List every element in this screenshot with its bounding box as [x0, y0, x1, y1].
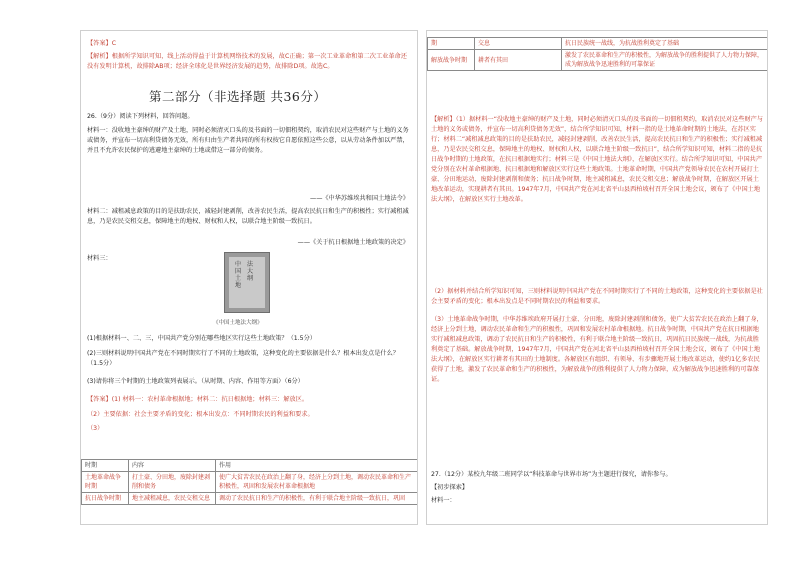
policy-table-left	[81, 459, 418, 505]
poster-caption: 《中国土地法大纲》	[213, 320, 263, 326]
table-cell: 抗日民族统一战线，为抗战胜利奠定了基础	[562, 38, 768, 50]
question-2: (2)三则材料说明中国共产党在不同时期实行了不同的土地政策，这种变化的主要依据是什么？根本出发点是什么？（1.5分）	[87, 350, 399, 367]
left-page	[80, 30, 418, 525]
question-27-part: 【初步探索】	[431, 484, 469, 491]
material-2-source: ——《关于抗日根据地土地政策的决定》	[297, 239, 409, 246]
poster-title-text: 中国土地	[234, 261, 241, 289]
land-law-poster-image	[224, 252, 270, 313]
material-2: 材料二：减租减息政策的目的是扶助农民，减轻封建剥削，改善农民生活，提高农民抗日和生产的积极性；实行减租减息，乃是农民交租交息，保障地主的地权、财权和人权，以联合地主阶级一致抗日。	[87, 208, 409, 225]
answer-line: 【答案】C	[87, 40, 117, 47]
question-27-material: 材料一：	[431, 497, 456, 504]
table-header: 作用	[216, 460, 418, 472]
table-row	[82, 472, 418, 493]
table-cell: 交息	[475, 38, 562, 50]
material-1-source: ——《中华苏维埃共和国土地法令》	[310, 195, 409, 202]
analysis-text-3: （2）据材料并结合所学知识可知，三则材料说明中国共产党在不同时期实行了不同的土地政策，这种变化的主要依据是社会主要矛盾的变化；根本出发点是不同时期农民的利益和要求。	[431, 288, 763, 305]
table-cell: 抗日战争时期	[82, 493, 129, 505]
analysis-text-4: （3）土地革命战争时期，中华苏维埃政府开展打土豪、分田地，废除封建剥削和债务，使广大贫苦农民在政治上翻了身，经济上分到土地，调动农民革命和生产的积极性，巩固和发展农村革命根据地。抗日战争时期，中国共产党在抗日根据地实行减租减息政策，调动了农民抗日和生产的积极性，有利于联合地主阶级一致抗日，巩固抗日民族统一战线，为抗战胜利奠定了基础。解放战争时期，1947年7月，中国共产党在河北省平山县西柏坡村召开全国土地会议，颁布了《中国土地法大纲》，在解放区实行耕者有其田的土地制度。各解放区有组织、有领导、有步骤地开展土地改革运动，使约1亿多农民获得了土地，激发了农民革命和生产的积极性，为解放战争的胜利提供了人力物力保障，成为解放战争迅速胜利的可靠保证。	[431, 316, 763, 383]
table-cell: 土地革命战争时期	[82, 472, 129, 493]
table-cell: 地主减租减息，农民交租交息	[129, 493, 216, 505]
question-27: 27.（12分）某校九年级二班同学以“科技革命与世界市场”为主题进行探究，请你参与。	[431, 471, 672, 478]
question-1: (1)根据材料一、二、三，中国共产党分别在哪些地区实行这些土地政策？（1.5分）	[87, 335, 316, 342]
question-26-intro: 26.（9分）阅读下列材料，回答问题。	[87, 113, 194, 120]
table-header: 时期	[82, 460, 129, 472]
section-title: 第二部分（非选择题 共36分）	[149, 89, 327, 104]
material-3-label: 材料三：	[87, 255, 112, 262]
right-page	[426, 30, 768, 525]
table-cell: 调动了农民抗日和生产的积极性，有利于联合地主阶级一致抗日，巩固	[216, 493, 418, 505]
poster-title-text-2: 法大纲	[246, 261, 253, 282]
table-cell: 期	[428, 38, 475, 50]
table-cell: 解放战争时期	[428, 50, 475, 71]
table-row	[82, 493, 418, 505]
analysis-text-1: 【解析】根据所学知识可知，线上活动得益于计算机网络技术的发展，故C正确；第一次工业革命和第二次工业革命还没有发明计算机，故排除AB项；经济全球化是世界经济发展的趋势，故排除D项。故选C。	[87, 53, 407, 70]
answer-2-line-1: 【答案】(1) 材料一：农村革命根据地；材料二：抗日根据地；材料三：解放区。	[87, 396, 309, 403]
analysis-text-2: 【解析】（1）据材料一“没收地主豪绅的财产及土地，同时必须清灭口头的及书面的一切佃租契约，取消农民对这些财产与土地的义务或债务，并宣布一切高利贷债务无效”，结合所学知识可知，材料一指的是土地革命时期的土地法，在苏区实行；材料二“减租减息政策的目的是扶助农民，减轻封建剥削，改善农民生活，提高农民抗日和生产的积极性；实行减租减息，乃是农民交租交息，保障地主的地权、财权和人权，以联合地主阶级一致抗日”，结合所学知识可知，材料二指的是抗日战争时期的土地政策，在抗日根据地实行；材料三是《中国土地法大纲》，在解放区实行。结合所学知识可知，中国共产党分别在农村革命根据地、抗日根据地和解放区实行这些土地政策。土地革命时期，中国共产党领导农民在农村开展打土豪、分田地运动，废除封建剥削和债务；抗日战争时期，地主减租减息，农民交租交息；解放战争时期，在解放区开展土地改革运动，实现耕者有其田。1947年7月，中国共产党在河北省平山县西柏坡村召开全国土地会议，颁布了《中国土地法大纲》，在解放区实行土地改革。	[431, 116, 763, 203]
answer-2-line-2: （2）主要依据：社会主要矛盾的变化；根本出发点：不同时期农民的利益和要求。	[87, 411, 314, 418]
table-row	[428, 50, 768, 71]
question-3: (3)请你将三个时期的土地政策列表展示。（从时期、内容、作用等方面）（6分）	[87, 378, 304, 385]
table-cell: 耕者有其田	[475, 50, 562, 71]
table-header-row	[82, 460, 418, 472]
table-header: 内容	[129, 460, 216, 472]
policy-table-right	[427, 37, 768, 71]
material-1: 材料一：没收地主豪绅的财产及土地，同时必须清灭口头的及书面的一切佃租契约，取消农民对这些财产与土地的义务或债务，并宣布一切高利贷债务无效，所有归由生产者共同的所有权按它自愿依照这些公意，以从劳动条件加以严禁，并且不允许农民保护的逃避地主豪绅的土地或借这一部分的债务。	[87, 127, 409, 154]
table-row	[428, 38, 768, 50]
table-cell: 使广大贫苦农民在政治上翻了身，经济上分到土地，调动农民革命和生产积极性，巩固和发展农村革命根据地	[216, 472, 418, 493]
table-cell: 打土豪、分田地，废除封建剥削和债务	[129, 472, 216, 493]
table-cell: 激发了农民革命和生产的积极性，为解放战争的胜利提供了人力物力保障，成为解放战争迅速胜利的可靠保证	[562, 50, 768, 71]
answer-2-line-3: （3）	[87, 425, 104, 432]
